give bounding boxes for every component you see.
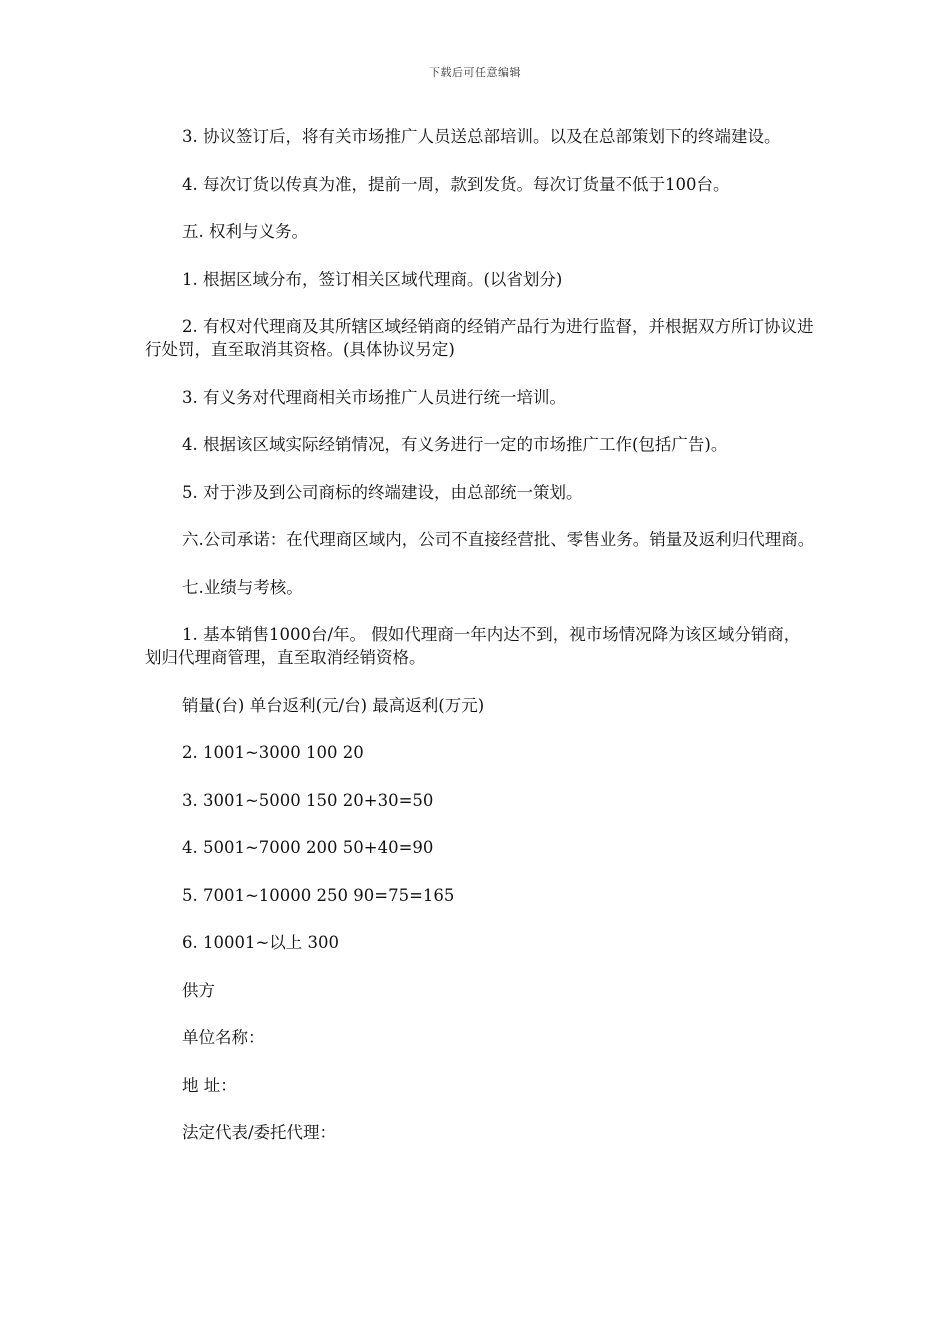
- rebate-row: 5. 7001~10000 250 90=75=165: [182, 885, 455, 905]
- paragraph-training: 3. 协议签订后，将有关市场推广人员送总部培训。以及在总部策划下的终端建设。: [182, 127, 781, 146]
- address-label: 地 址：: [182, 1075, 237, 1095]
- section-heading-rights: 五. 权利与义务。: [182, 222, 308, 241]
- rebate-table-header: 销量(台) 单台返利(元/台) 最高返利(万元): [182, 695, 485, 715]
- paragraph-unified-training: 3. 有义务对代理商相关市场推广人员进行统一培训。: [182, 387, 566, 407]
- rebate-row: 6. 10001~以上 300: [182, 933, 340, 952]
- rebate-row: 4. 5001~7000 200 50+40=90: [182, 838, 434, 857]
- rebate-row: 3. 3001~5000 150 20+30=50: [182, 790, 434, 810]
- legal-representative-label: 法定代表/委托代理：: [182, 1123, 337, 1142]
- paragraph-promotion: 4. 根据该区域实际经销情况，有义务进行一定的市场推广工作(包括广告)。: [182, 435, 728, 454]
- section-heading-commitment: 六.公司承诺：在代理商区域内，公司不直接经营批、零售业务。销量及返利归代理商。: [182, 530, 815, 549]
- paragraph-supervision: 2. 有权对代理商及其所辖区域经销商的经销产品行为进行监督，并根据双方所订协议进行处罚，直至取消其资格。(具体协议另定): [145, 317, 814, 359]
- supplier-label: 供方: [182, 980, 215, 1000]
- rebate-row: 2. 1001~3000 100 20: [182, 743, 364, 762]
- paragraph-terminal-building: 5. 对于涉及到公司商标的终端建设，由总部统一策划。: [182, 482, 583, 502]
- paragraph-ordering: 4. 每次订货以传真为准，提前一周，款到发货。每次订货量不低于100台。: [182, 174, 730, 194]
- section-heading-performance: 七.业绩与考核。: [182, 577, 303, 597]
- document-body: [145, 125, 815, 1169]
- paragraph-base-sales: 1. 基本销售1000台/年。 假如代理商一年内达不到，视市场情况降为该区域分销商，划归代理商管理，直至取消经销资格。: [145, 625, 801, 667]
- paragraph-regional-agents: 1. 根据区域分布，签订相关区域代理商。(以省划分): [182, 269, 563, 289]
- page-header: 下载后可任意编辑: [429, 66, 521, 79]
- company-name-label: 单位名称：: [182, 1028, 265, 1047]
